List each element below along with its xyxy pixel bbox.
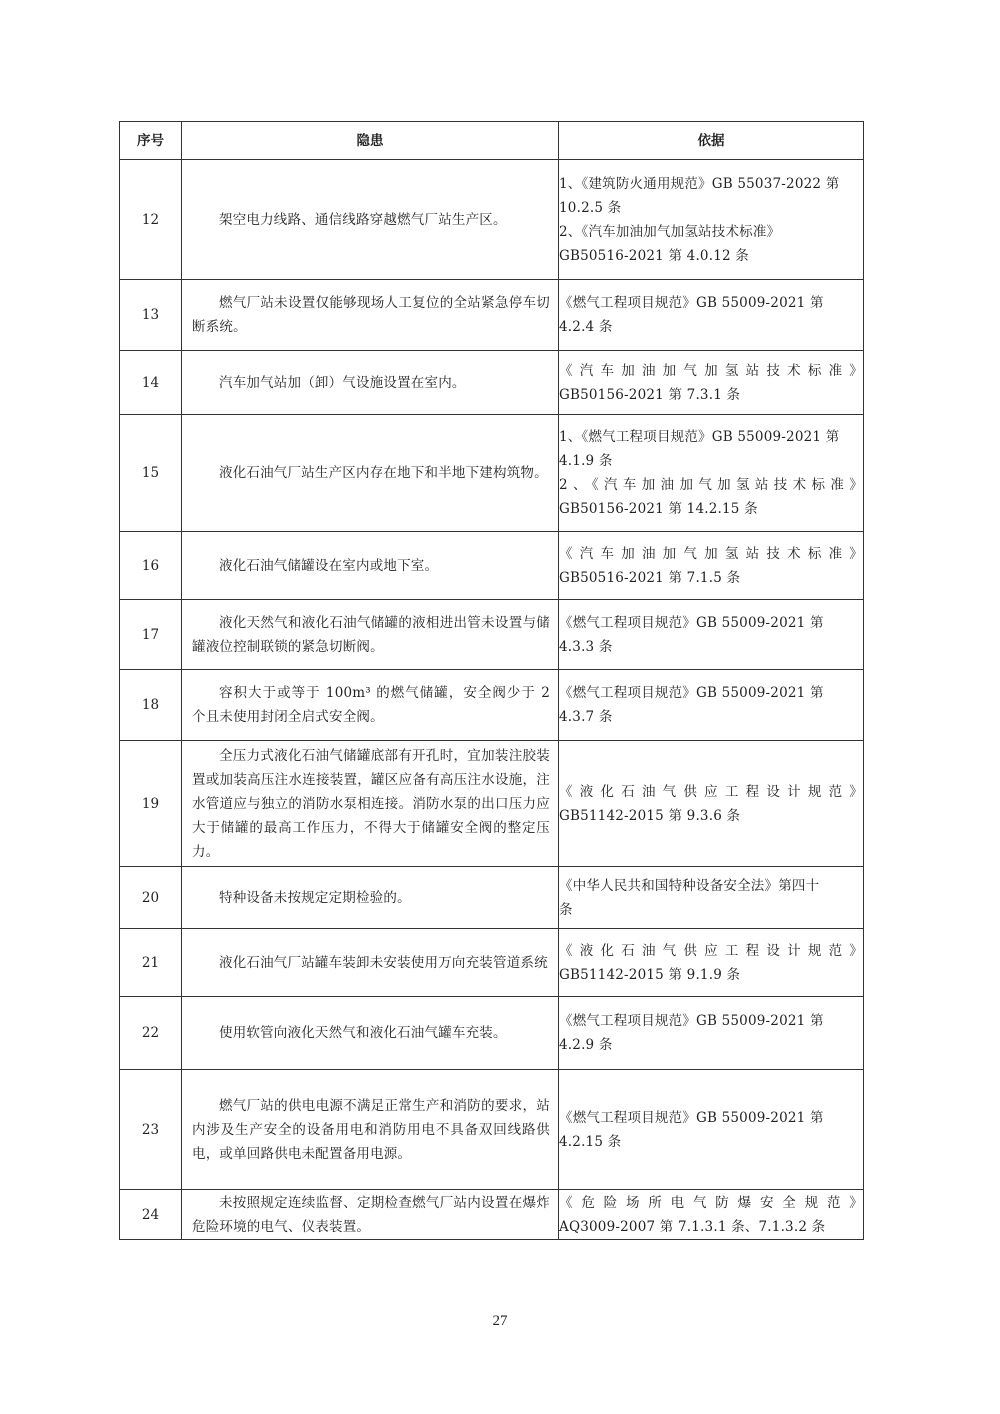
- basis-line: GB50156-2021 第 14.2.15 条: [559, 501, 758, 517]
- basis-line: 《汽车加油加气加氢站技术标准》: [559, 362, 863, 379]
- basis-line: GB50516-2021 第 4.0.12 条: [559, 247, 749, 264]
- basis-line: 1、《建筑防火通用规范》GB 55037-2022 第: [559, 175, 840, 192]
- hazard-text: 液化石油气厂站生产区内存在地下和半地下建构筑物。: [219, 465, 548, 481]
- basis-cell: [559, 351, 864, 415]
- hazard-cell: [182, 997, 559, 1070]
- table-row: [120, 415, 864, 532]
- basis-line: 1、《燃气工程项目规范》GB 55009-2021 第: [559, 429, 840, 445]
- table-body: [120, 160, 864, 1240]
- hazard-text: 架空电力线路、通信线路穿越燃气厂站生产区。: [219, 211, 507, 228]
- hazard-text: 未按照规定连续监督、定期检查燃气厂站内设置在爆炸危险环境的电气、仪表装置。: [192, 1194, 550, 1235]
- page-number: 27: [492, 1313, 508, 1329]
- row-number: 17: [120, 600, 182, 670]
- hazard-text: 燃气厂站未设置仅能够现场人工复位的全站紧急停车切断系统。: [192, 295, 550, 335]
- hazard-text: 汽车加气站加（卸）气设施设置在室内。: [219, 374, 466, 391]
- basis-line: AQ3009-2007 第 7.1.3.1 条、7.1.3.2 条: [559, 1218, 826, 1235]
- header-basis: 依据: [559, 122, 864, 160]
- table-row: [120, 670, 864, 741]
- hazard-text: 使用软管向液化天然气和液化石油气罐车充装。: [219, 1025, 507, 1041]
- row-number: 19: [120, 741, 182, 867]
- table-row: [120, 929, 864, 997]
- basis-line: 2、《汽车加油加气加氢站技术标准》: [559, 223, 781, 240]
- table-row: [120, 600, 864, 670]
- hazard-cell: [182, 670, 559, 741]
- row-number: 16: [120, 532, 182, 600]
- table-header-row: [120, 122, 864, 160]
- basis-line: 《液化石油气供应工程设计规范》: [559, 942, 863, 959]
- basis-cell: [559, 532, 864, 600]
- basis-line: 2、《汽车加油加气加氢站技术标准》: [559, 477, 863, 493]
- hazard-table: [119, 121, 864, 1240]
- hazard-cell: [182, 1190, 559, 1240]
- basis-line: 《液化石油气供应工程设计规范》: [559, 783, 863, 800]
- table-row: [120, 1070, 864, 1190]
- basis-line: GB50516-2021 第 7.1.5 条: [559, 569, 741, 586]
- hazard-cell: [182, 600, 559, 670]
- header-no: 序号: [120, 122, 182, 160]
- hazard-cell: [182, 351, 559, 415]
- basis-cell: [559, 997, 864, 1070]
- table-row: [120, 160, 864, 280]
- basis-line: 《危险场所电气防爆安全规范》: [559, 1194, 863, 1211]
- basis-line: 4.3.3 条: [559, 638, 613, 655]
- hazard-text: 燃气厂站的供电电源不满足正常生产和消防的要求，站内涉及生产安全的设备用电和消防用电不具备双回线路供电，或单回路供电未配置备用电源。: [192, 1097, 550, 1162]
- basis-cell: [559, 741, 864, 867]
- table-row: [120, 1190, 864, 1240]
- row-number: 23: [120, 1070, 182, 1190]
- table-row: [120, 351, 864, 415]
- table-row: [120, 280, 864, 351]
- basis-cell: [559, 929, 864, 997]
- basis-cell: [559, 600, 864, 670]
- row-number: 14: [120, 351, 182, 415]
- row-number: 24: [120, 1190, 182, 1240]
- hazard-cell: [182, 280, 559, 351]
- hazard-text: 容积大于或等于 100m³ 的燃气储罐，安全阀少于 2 个且未使用封闭全启式安全阀。: [192, 685, 550, 725]
- basis-line: 《燃气工程项目规范》GB 55009-2021 第: [559, 614, 824, 631]
- basis-cell: [559, 670, 864, 741]
- table-row: [120, 867, 864, 929]
- hazard-text: 液化石油气厂站罐车装卸未安装使用万向充装管道系统: [219, 954, 548, 971]
- basis-line: 《燃气工程项目规范》GB 55009-2021 第: [559, 295, 824, 311]
- basis-line: 《中华人民共和国特种设备安全法》第四十: [559, 877, 820, 894]
- row-number: 22: [120, 997, 182, 1070]
- table-row: [120, 532, 864, 600]
- basis-line: 10.2.5 条: [559, 199, 622, 216]
- table-row: [120, 741, 864, 867]
- hazard-text: 特种设备未按规定定期检验的。: [219, 889, 411, 906]
- basis-line: GB51142-2015 第 9.3.6 条: [559, 807, 741, 824]
- table-row: [120, 997, 864, 1070]
- hazard-text: 液化石油气储罐设在室内或地下室。: [219, 557, 439, 574]
- row-number: 18: [120, 670, 182, 741]
- basis-cell: [559, 415, 864, 532]
- basis-line: 4.2.15 条: [559, 1133, 622, 1150]
- basis-line: 《燃气工程项目规范》GB 55009-2021 第: [559, 685, 824, 701]
- header-hazard: 隐患: [182, 122, 559, 160]
- row-number: 12: [120, 160, 182, 280]
- hazard-cell: [182, 741, 559, 867]
- hazard-cell: [182, 867, 559, 929]
- row-number: 21: [120, 929, 182, 997]
- basis-line: 4.3.7 条: [559, 709, 613, 725]
- row-number: 13: [120, 280, 182, 351]
- hazard-cell: [182, 415, 559, 532]
- hazard-cell: [182, 1070, 559, 1190]
- hazard-text: 全压力式液化石油气储罐底部有开孔时，宜加装注胶装置或加装高压注水连接装置，罐区应备有高压注水设施，注水管道应与独立的消防水泵相连接。消防水泵的出口压力应大于储罐的最高工作压力，不得大于储罐安全阀的整定压力。: [192, 747, 550, 860]
- hazard-cell: [182, 929, 559, 997]
- hazard-cell: [182, 532, 559, 600]
- basis-cell: [559, 280, 864, 351]
- basis-line: GB51142-2015 第 9.1.9 条: [559, 966, 741, 983]
- basis-line: 条: [559, 901, 573, 918]
- basis-cell: [559, 1190, 864, 1240]
- row-number: 20: [120, 867, 182, 929]
- basis-line: 4.1.9 条: [559, 453, 613, 469]
- hazard-cell: [182, 160, 559, 280]
- row-number: 15: [120, 415, 182, 532]
- basis-cell: [559, 867, 864, 929]
- basis-line: 《燃气工程项目规范》GB 55009-2021 第: [559, 1109, 824, 1126]
- basis-cell: [559, 1070, 864, 1190]
- basis-line: 《汽车加油加气加氢站技术标准》: [559, 545, 863, 562]
- basis-line: 《燃气工程项目规范》GB 55009-2021 第: [559, 1013, 824, 1029]
- basis-cell: [559, 160, 864, 280]
- basis-line: GB50156-2021 第 7.3.1 条: [559, 386, 741, 403]
- basis-line: 4.2.9 条: [559, 1037, 613, 1053]
- hazard-text: 液化天然气和液化石油气储罐的液相进出管未设置与储罐液位控制联锁的紧急切断阀。: [192, 614, 550, 655]
- basis-line: 4.2.4 条: [559, 319, 613, 335]
